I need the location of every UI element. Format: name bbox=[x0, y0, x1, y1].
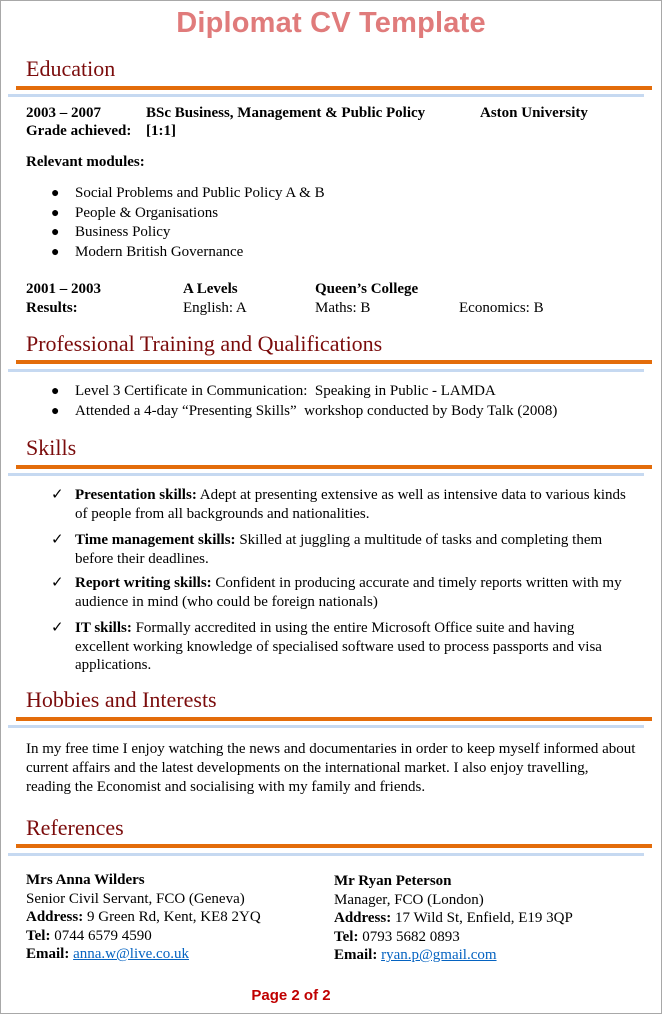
document-title: Diplomat CV Template bbox=[176, 7, 486, 39]
module-name: Business Policy bbox=[75, 224, 171, 240]
module-name: People & Organisations bbox=[75, 204, 219, 221]
skill-title: Time management skills: bbox=[75, 532, 236, 548]
alevels-qualification: A Levels bbox=[183, 281, 238, 297]
tel-label: Tel: bbox=[334, 928, 359, 945]
skill-description: Skilled at juggling a multitude of tasks and completing them before their deadlines. bbox=[75, 532, 603, 567]
section-rule-secondary bbox=[8, 473, 644, 476]
bullet-icon: ● bbox=[51, 384, 60, 399]
section-heading-skills: Skills bbox=[26, 435, 77, 460]
section-heading-references: References bbox=[26, 815, 124, 840]
degree-years: 2003 – 2007 bbox=[26, 105, 101, 121]
section-rule-primary bbox=[16, 717, 652, 721]
section-rule-primary bbox=[16, 844, 652, 848]
bullet-icon: ● bbox=[51, 186, 60, 201]
skill-title: IT skills: bbox=[75, 620, 132, 636]
email-link[interactable]: anna.w@live.co.uk bbox=[73, 946, 189, 962]
reference-card bbox=[26, 871, 261, 964]
grade-value: [1:1] bbox=[146, 123, 176, 139]
reference-tel bbox=[334, 928, 573, 947]
section-heading-hobbies: Hobbies and Interests bbox=[26, 687, 217, 712]
skill-description: Adept at presenting extensive as well as intensive data to various kinds of people from all backgrounds and nationalities. bbox=[75, 487, 626, 522]
alevels-institution: Queen’s College bbox=[315, 281, 419, 297]
section-rule-secondary bbox=[8, 725, 644, 728]
degree-institution: Aston University bbox=[480, 105, 588, 121]
results-label: Results: bbox=[26, 300, 78, 316]
skill-description: Confident in producing accurate and timely reports written with my audience in mind (who could be foreign nationals) bbox=[75, 575, 622, 610]
result-maths: Maths: B bbox=[315, 300, 371, 316]
bullet-icon: ● bbox=[51, 244, 60, 260]
checkmark-icon: ✓ bbox=[51, 532, 64, 548]
skill-title: Presentation skills: bbox=[75, 487, 197, 503]
skill-title: Report writing skills: bbox=[75, 575, 212, 591]
training-item: Attended a 4-day “Presenting Skills” workshop conducted by Body Talk (2008) bbox=[75, 402, 558, 419]
reference-email bbox=[26, 945, 261, 964]
checkmark-icon: ✓ bbox=[51, 487, 64, 503]
list-item bbox=[49, 204, 325, 224]
checkmark-icon: ✓ bbox=[51, 620, 64, 636]
address-value: 9 Green Rd, Kent, KE8 2YQ bbox=[83, 909, 261, 925]
bullet-icon: ● bbox=[51, 225, 60, 240]
result-economics: Economics: B bbox=[459, 300, 544, 316]
email-link[interactable]: ryan.p@gmail.com bbox=[381, 947, 497, 963]
module-name: Modern British Governance bbox=[75, 243, 244, 260]
section-heading-education: Education bbox=[26, 56, 116, 81]
list-item bbox=[49, 243, 325, 263]
reference-tel bbox=[26, 927, 261, 946]
reference-address bbox=[334, 909, 573, 928]
section-rule-secondary bbox=[8, 94, 644, 97]
list-item bbox=[49, 402, 557, 422]
training-list bbox=[49, 382, 557, 421]
module-name: Social Problems and Public Policy A & B bbox=[75, 185, 325, 201]
email-label: Email: bbox=[26, 946, 70, 962]
address-value: 17 Wild St, Enfield, E19 3QP bbox=[391, 910, 573, 926]
result-english: English: A bbox=[183, 300, 247, 316]
reference-role: Manager, FCO (London) bbox=[334, 891, 484, 908]
section-rule-primary bbox=[16, 465, 652, 469]
address-label: Address: bbox=[334, 910, 392, 926]
list-item bbox=[49, 223, 325, 243]
section-rule-primary bbox=[16, 360, 652, 364]
reference-name: Mr Ryan Peterson bbox=[334, 873, 452, 889]
reference-address bbox=[26, 908, 261, 927]
tel-label: Tel: bbox=[26, 927, 51, 944]
section-rule-secondary bbox=[8, 853, 644, 856]
section-rule-secondary bbox=[8, 369, 644, 372]
degree-course: BSc Business, Management & Public Policy bbox=[146, 105, 426, 121]
bullet-icon: ● bbox=[51, 205, 60, 221]
skill-description: Formally accredited in using the entire Microsoft Office suite and having excellent working knowledge of specialised software used to process passports and visa applications. bbox=[75, 620, 602, 673]
page-number: Page 2 of 2 bbox=[251, 987, 331, 1004]
section-rule-primary bbox=[16, 86, 652, 90]
skill-item-it bbox=[49, 619, 629, 675]
bullet-icon: ● bbox=[51, 403, 60, 419]
reference-card bbox=[334, 872, 573, 965]
modules-list bbox=[49, 184, 325, 262]
modules-label: Relevant modules: bbox=[26, 154, 145, 170]
tel-value: 0744 6579 4590 bbox=[50, 927, 152, 944]
reference-name: Mrs Anna Wilders bbox=[26, 872, 145, 888]
checkmark-icon: ✓ bbox=[51, 575, 64, 591]
grade-label: Grade achieved: bbox=[26, 123, 132, 139]
list-item bbox=[49, 382, 557, 402]
address-label: Address: bbox=[26, 909, 84, 925]
training-item: Level 3 Certificate in Communication: Speaking in Public - LAMDA bbox=[75, 383, 496, 399]
alevels-years: 2001 – 2003 bbox=[26, 281, 101, 297]
tel-value: 0793 5682 0893 bbox=[358, 928, 460, 945]
section-heading-training: Professional Training and Qualifications bbox=[26, 331, 383, 356]
skill-item-presentation bbox=[49, 486, 629, 523]
skill-item-time-management bbox=[49, 531, 629, 568]
skill-item-report-writing bbox=[49, 574, 629, 611]
reference-email bbox=[334, 946, 573, 965]
hobbies-text: In my free time I enjoy watching the news and documentaries in order to keep myself informed about current affairs and the latest developments on the international market. I also enjoy travelling, reading the Economist and socialising with my family and friends. bbox=[26, 741, 636, 795]
list-item bbox=[49, 184, 325, 204]
reference-role: Senior Civil Servant, FCO (Geneva) bbox=[26, 890, 245, 907]
email-label: Email: bbox=[334, 947, 378, 963]
